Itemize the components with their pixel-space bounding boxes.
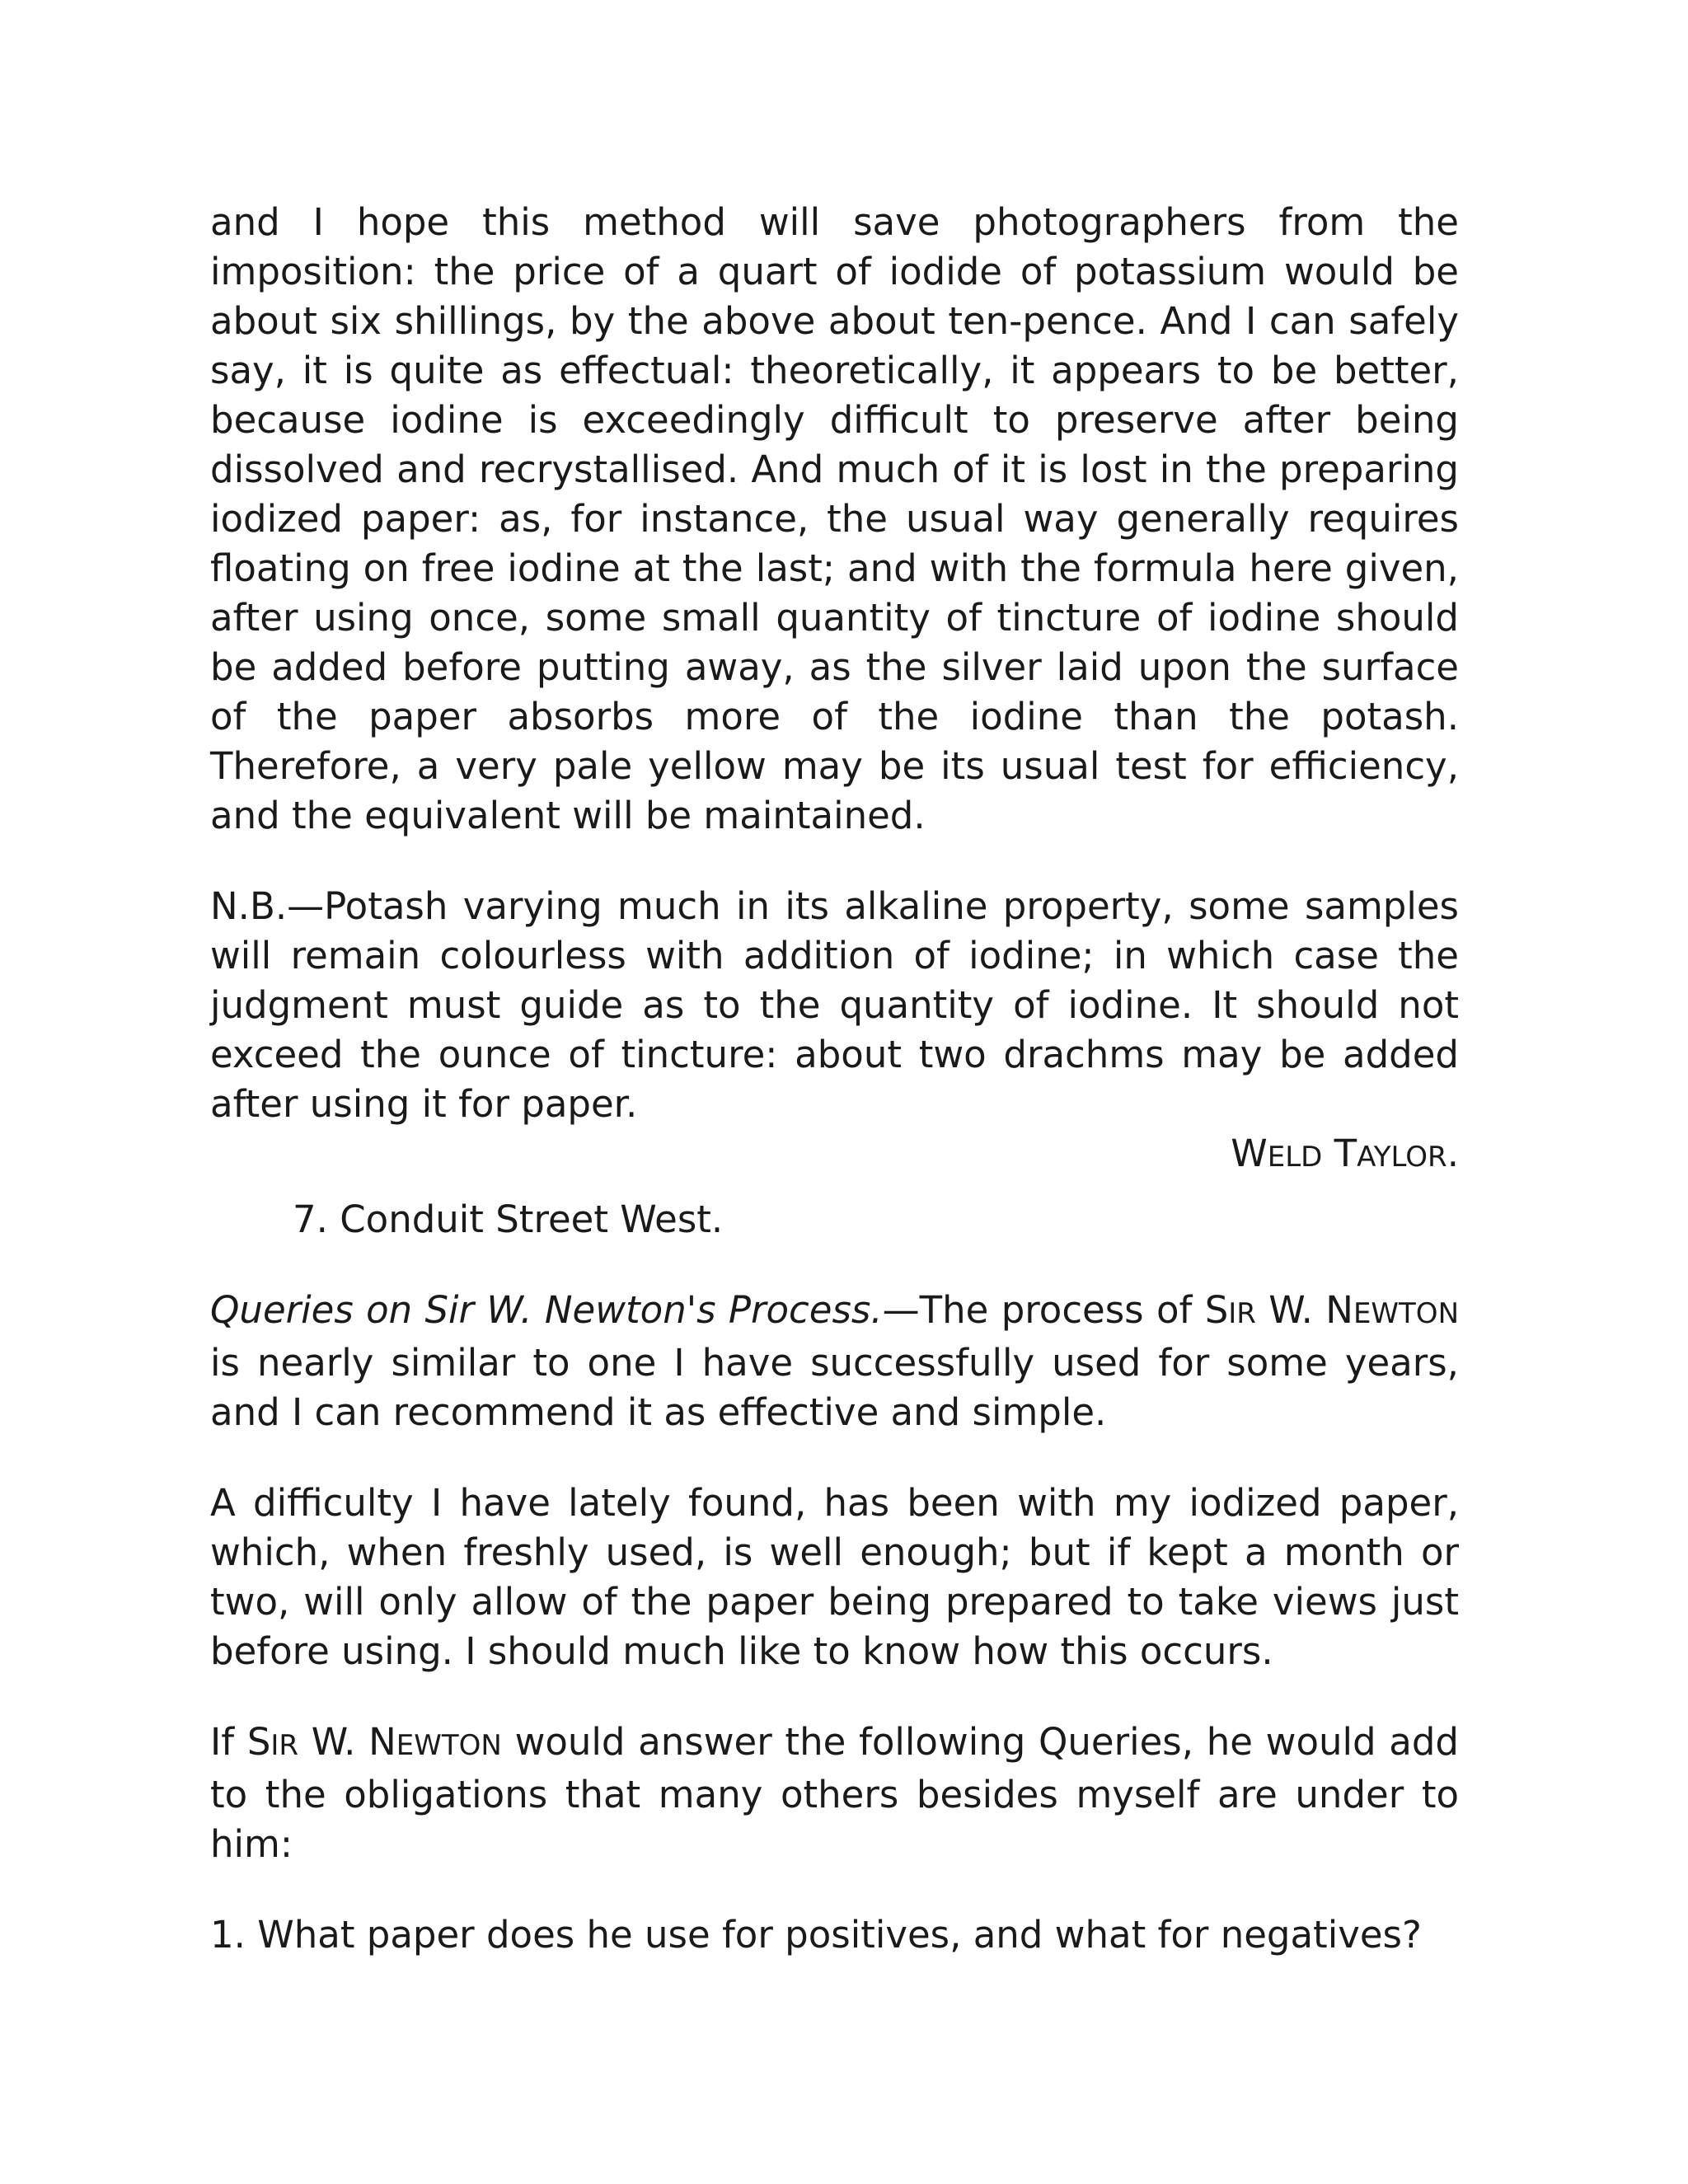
signature-initial-t: T	[1334, 1132, 1357, 1175]
name-sir-rest-2: IR	[270, 1729, 299, 1762]
queries-body: is nearly similar to one I have successfully used for some years, and I can recommend it as effective and simple.	[210, 1341, 1459, 1434]
if-body: would answer the following Queries, he would add to the obligations that many others besides myself are under to him:	[210, 1720, 1459, 1866]
signature-weld-taylor	[210, 1129, 1459, 1182]
query-item-1: 1. What paper does he use for positives, and what for negatives?	[210, 1913, 1422, 1957]
signature-initial-w: W	[1231, 1132, 1268, 1175]
name-w: W.	[1255, 1288, 1326, 1332]
paragraph-queries-newton	[210, 1286, 1459, 1437]
paragraph-difficulty: A difficulty I have lately found, has been with my iodized paper, which, when freshly used, is well enough; but if kept a month or two, will only allow of the paper being prepared to take views just before using. I should much like to know how this occurs.	[210, 1481, 1459, 1673]
address-line: 7. Conduit Street West.	[293, 1197, 724, 1241]
paragraph-if-newton	[210, 1718, 1459, 1869]
if-text: If	[210, 1720, 247, 1764]
paragraph-nb-potash: N.B.—Potash varying much in its alkaline property, some samples will remain colourless with addition of iodine; in which case the judgment must guide as to the quantity of iodine. It should not exceed the ounce of tincture: about two drachms may be added after using it for paper.	[210, 884, 1459, 1126]
name-newton-initial: N	[1325, 1288, 1353, 1332]
signature-period: .	[1447, 1132, 1459, 1175]
document-page	[210, 198, 1459, 2001]
signature-rest-eld: ELD	[1267, 1141, 1323, 1174]
name-sir-rest: IR	[1228, 1297, 1256, 1330]
paragraph-iodide-method: and I hope this method will save photographers from the imposition: the price of a quart of iodide of potassium would be about six shillings, by the above about ten-pence. And I can safely say, it is quite as effectual: theoretically, it appears to be better, because iodine is exceedingly difficult to preserve after being dissolved and recrystallised. And much of it is lost in the preparing iodized paper: as, for instance, the usual way generally requires floating on free iodine at the last; and with the formula here given, after using once, some small quantity of tincture of iodine should be added before putting away, as the silver laid upon the surface of the paper absorbs more of the iodine than the potash. Therefore, a very pale yellow may be its usual test for efficiency, and the equivalent will be maintained.	[210, 200, 1459, 837]
name-w-2: W.	[298, 1720, 369, 1764]
queries-dash-text: —The process of	[882, 1288, 1205, 1332]
name-newton-initial-2: N	[368, 1720, 396, 1764]
name-newton-rest-2: EWTON	[396, 1729, 502, 1762]
name-newton-rest: EWTON	[1353, 1297, 1460, 1330]
signature-rest-aylor: AYLOR	[1357, 1141, 1447, 1174]
name-sir-initial-2: S	[246, 1720, 271, 1764]
queries-title: Queries on Sir W. Newton's Process.	[210, 1288, 883, 1332]
name-sir-initial: S	[1204, 1288, 1229, 1332]
